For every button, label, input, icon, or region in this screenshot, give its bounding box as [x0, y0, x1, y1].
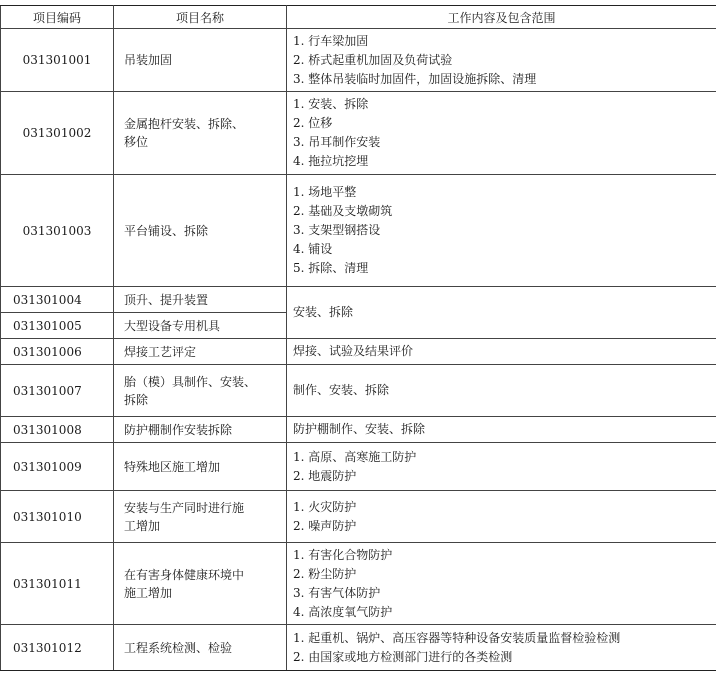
- item-code: 031301007: [1, 365, 114, 417]
- table-row: [1, 92, 716, 175]
- item-name: 安装与生产同时进行施 工增加: [114, 491, 287, 543]
- item-content: 1. 场地平整 2. 基础及支墩砌筑 3. 支架型钢搭设 4. 铺设 5. 拆除、清理: [287, 175, 716, 287]
- table-header-row: [1, 6, 716, 29]
- item-name: 大型设备专用机具: [114, 313, 287, 339]
- item-name: 特殊地区施工增加: [114, 443, 287, 491]
- item-content: 1. 行车梁加固 2. 桥式起重机加固及负荷试验 3. 整体吊装临时加固件，加固设施拆除、清理: [287, 29, 716, 92]
- table-row: [1, 29, 716, 92]
- table-row: [1, 175, 716, 287]
- item-name: 工程系统检测、检验: [114, 625, 287, 671]
- table-row: [1, 543, 716, 625]
- item-content: 1. 有害化合物防护 2. 粉尘防护 3. 有害气体防护 4. 高浓度氧气防护: [287, 543, 716, 625]
- item-content: 1. 安装、拆除 2. 位移 3. 吊耳制作安装 4. 拖拉坑挖埋: [287, 92, 716, 175]
- table-row: [1, 491, 716, 543]
- item-name: 金属抱杆安装、拆除、 移位: [114, 92, 287, 175]
- header-content: 工作内容及包含范围: [287, 6, 716, 29]
- item-content: 焊接、试验及结果评价: [287, 339, 716, 365]
- table-row: [1, 287, 716, 313]
- item-name: 在有害身体健康环境中 施工增加: [114, 543, 287, 625]
- item-content: 1. 高原、高寒施工防护 2. 地震防护: [287, 443, 716, 491]
- item-content: 防护棚制作、安装、拆除: [287, 417, 716, 443]
- table-row: [1, 417, 716, 443]
- item-name: 胎（模）具制作、安装、 拆除: [114, 365, 287, 417]
- measures-table: [0, 5, 716, 671]
- item-name: 吊装加固: [114, 29, 287, 92]
- item-code: 031301004: [1, 287, 114, 313]
- item-code: 031301008: [1, 417, 114, 443]
- table-row: [1, 365, 716, 417]
- item-code: 031301009: [1, 443, 114, 491]
- item-name: 平台铺设、拆除: [114, 175, 287, 287]
- item-name: 焊接工艺评定: [114, 339, 287, 365]
- table-row: [1, 339, 716, 365]
- item-code: 031301011: [1, 543, 114, 625]
- item-code: 031301010: [1, 491, 114, 543]
- item-code: 031301012: [1, 625, 114, 671]
- header-name: 项目名称: [114, 6, 287, 29]
- item-name: 顶升、提升装置: [114, 287, 287, 313]
- item-content-merged: 安装、拆除: [287, 287, 716, 339]
- item-code: 031301002: [1, 92, 114, 175]
- item-code: 031301003: [1, 175, 114, 287]
- item-content: 1. 起重机、锅炉、高压容器等特种设备安装质量监督检验检测 2. 由国家或地方检测部门进行的各类检测: [287, 625, 716, 671]
- item-name: 防护棚制作安装拆除: [114, 417, 287, 443]
- table-row: [1, 443, 716, 491]
- header-code: 项目编码: [1, 6, 114, 29]
- item-code: 031301001: [1, 29, 114, 92]
- item-code: 031301006: [1, 339, 114, 365]
- item-code: 031301005: [1, 313, 114, 339]
- item-content: 制作、安装、拆除: [287, 365, 716, 417]
- item-content: 1. 火灾防护 2. 噪声防护: [287, 491, 716, 543]
- table-row: [1, 625, 716, 671]
